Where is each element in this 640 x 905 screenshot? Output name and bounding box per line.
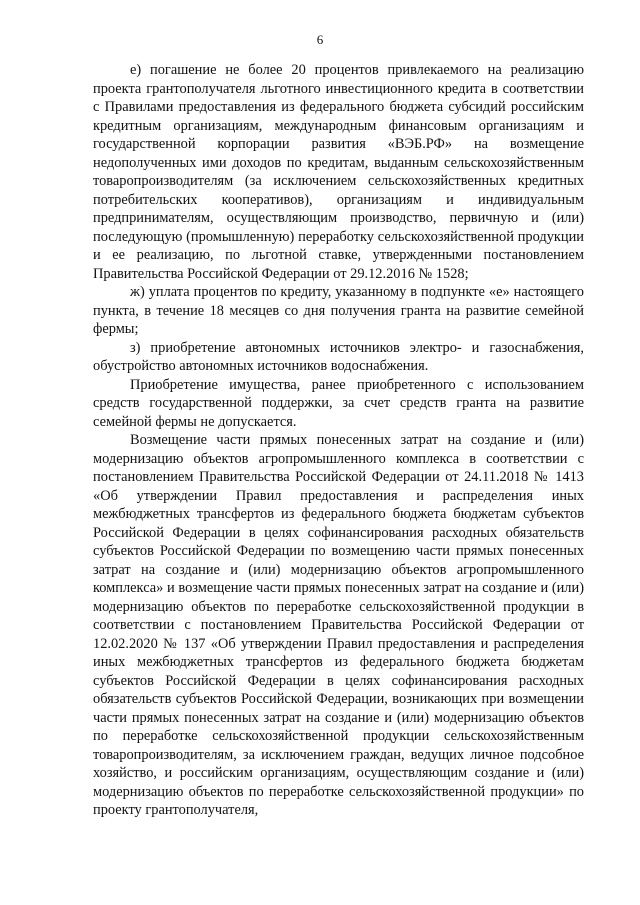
paragraph-zh-interest-payment: ж) уплата процентов по кредиту, указанному в подпункте «е» настоящего пункта, в течение 18 месяцев со дня получения гранта на развитие семейной фермы; (93, 284, 584, 337)
page-number: 6 (316, 32, 324, 47)
paragraph-e-loan-repayment: е) погашение не более 20 процентов привлекаемого на реализацию проекта грантополучателя льготного инвестиционного кредита в соответствии с Правилами предоставления из федерального бюджета субсидий российским кредитным организациям, международным финансовым организациям и государственной корпорации развития «ВЭБ.РФ» на возмещение недополученных ими доходов по кредитам, выданным сельскохозяйственным товаропроизводителям (за исключением сельскохозяйственных кредитных потребительских кооперативов), организациям и индивидуальным предпринимателям, осуществляющим производство, первичную и (или) последующую (промышленную) переработку сельскохозяйственной продукции и ее реализацию, по льготной ставке, утвержденными постановлением Правительства Российской Федерации от 29.12.2016 № 1528; (93, 62, 584, 282)
paragraph-z-autonomous-sources: з) приобретение автономных источников электро- и газоснабжения, обустройство автономных источников водоснабжения. (93, 339, 584, 374)
paragraph-cost-reimbursement: Возмещение части прямых понесенных затрат на создание и (или) модернизацию объектов агропромышленного комплекса в соответствии с постановлением Правительства Российской Федерации от 24.11.2018 № 1413 «Об утверждении Правил предоставления и распределения иных межбюджетных трансфертов из федерального бюджета бюджетам субъектов Российской Федерации в целях софинансирования расходных обязательств субъектов Российской Федерации по возмещению части прямых понесенных затрат на создание и (или) модернизацию объектов агропромышленного комплекса» и возмещение части прямых понесенных затрат на создание и (или) модернизацию объектов по переработке сельскохозяйственной продукции в соответствии с постановлением Правительства Российской Федерации от 12.02.2020 № 137 «Об утверждении Правил предоставления и распределения иных межбюджетных трансфертов из федерального бюджета бюджетам субъектов Российской Федерации в целях софинансирования расходных обязательств субъектов Российской Федерации, возникающих при возмещении части прямых понесенных затрат на создание и (или) модернизацию объектов по переработке сельскохозяйственной продукции сельскохозяйственным товаропроизводителям, за исключением граждан, ведущих личное подсобное хозяйство, и российским организациям, осуществляющим создание и (или) модернизацию объектов по переработке сельскохозяйственной продукции» по проекту грантополучателя, (93, 432, 584, 818)
document-body (93, 61, 584, 820)
paragraph-property-restriction: Приобретение имущества, ранее приобретенного с использованием средств государственной поддержки, за счет средств гранта на развитие семейной фермы не допускается. (93, 376, 584, 430)
